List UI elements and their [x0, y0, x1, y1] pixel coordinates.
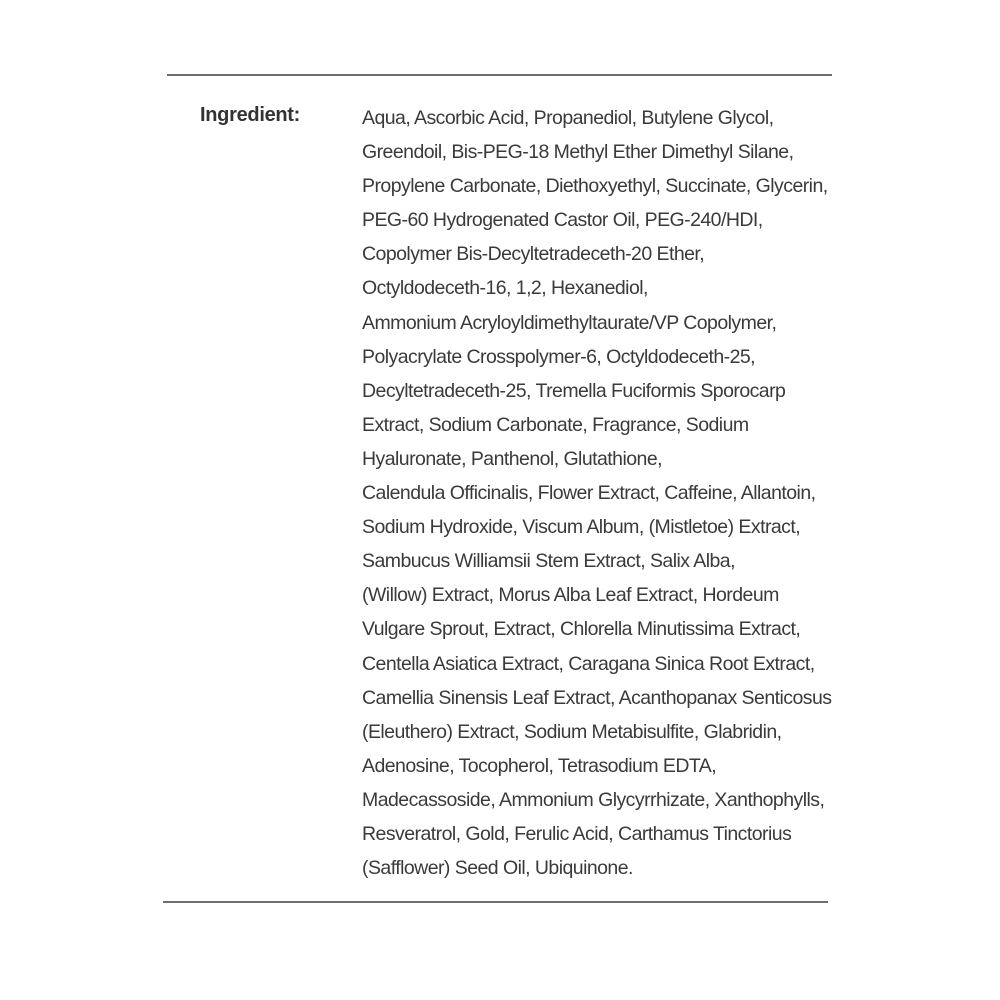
ingredient-line: Adenosine, Tocopherol, Tetrasodium EDTA, [362, 754, 717, 777]
ingredient-line: Sambucus Williamsii Stem Extract, Salix Alba, [362, 550, 735, 573]
ingredient-line: Calendula Officinalis, Flower Extract, Caffeine, Allantoin, [362, 482, 816, 505]
ingredient-line: Vulgare Sprout, Extract, Chlorella Minutissima Extract, [362, 618, 801, 641]
ingredient-label: Ingredient: [200, 104, 301, 126]
ingredient-line: Ammonium Acryloyldimethyltaurate/VP Copolymer, [362, 311, 777, 334]
ingredient-line: Decyltetradeceth-25, Tremella Fuciformis Sporocarp [362, 379, 786, 402]
ingredient-line: Camellia Sinensis Leaf Extract, Acanthopanax Senticosus [362, 686, 832, 709]
ingredient-line: Sodium Hydroxide, Viscum Album, (Mistletoe) Extract, [362, 516, 801, 539]
ingredient-line: Madecassoside, Ammonium Glycyrrhizate, Xanthophylls, [362, 788, 825, 811]
ingredient-line: Resveratrol, Gold, Ferulic Acid, Carthamus Tinctorius [362, 822, 792, 845]
ingredient-line: Propylene Carbonate, Diethoxyethyl, Succinate, Glycerin, [362, 175, 828, 198]
ingredient-list [362, 101, 922, 885]
ingredient-line: (Eleuthero) Extract, Sodium Metabisulfite, Glabridin, [362, 720, 782, 743]
ingredient-line: PEG-60 Hydrogenated Castor Oil, PEG-240/HDI, [362, 209, 763, 232]
ingredient-line: Greendoil, Bis-PEG-18 Methyl Ether Dimethyl Silane, [362, 141, 794, 164]
ingredient-line: Polyacrylate Crosspolymer-6, Octyldodeceth-25, [362, 345, 756, 368]
ingredient-line: Extract, Sodium Carbonate, Fragrance, Sodium [362, 413, 749, 436]
ingredient-line: Copolymer Bis-Decyltetradeceth-20 Ether, [362, 243, 705, 266]
ingredient-line: (Willow) Extract, Morus Alba Leaf Extract, Hordeum [362, 584, 779, 607]
top-divider [167, 74, 832, 76]
ingredient-line: (Safflower) Seed Oil, Ubiquinone. [362, 857, 633, 880]
ingredient-line: Hyaluronate, Panthenol, Glutathione, [362, 447, 662, 470]
bottom-divider [163, 901, 828, 903]
ingredient-line: Centella Asiatica Extract, Caragana Sinica Root Extract, [362, 652, 815, 675]
ingredient-line: Octyldodeceth-16, 1,2, Hexanediol, [362, 277, 648, 300]
ingredient-line: Aqua, Ascorbic Acid, Propanediol, Butylene Glycol, [362, 107, 774, 129]
